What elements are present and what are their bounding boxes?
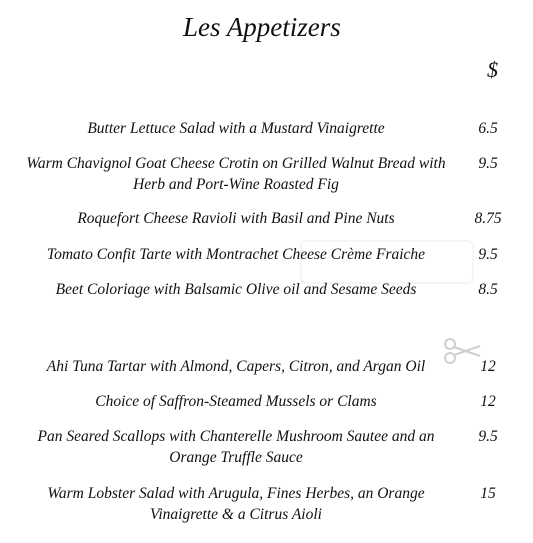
item-price: 8.75 [474, 210, 502, 227]
item-name [15, 426, 457, 468]
item-price: 9.5 [478, 428, 498, 445]
item-price: 12 [480, 358, 496, 375]
item-price: 8.5 [478, 281, 498, 298]
item-name: Tomato Confit Tarte with Montrachet Cheese Crème Fraiche [46, 246, 426, 263]
item-name-line: Pan Seared Scallops with Chanterelle Mushroom Sautee and an Orange Truffle Sauce [37, 428, 435, 466]
item-name-line: Warm Chavignol Goat Cheese Crotin on Grilled Walnut Bread with Herb and Port-Wine Roasted Fig [26, 155, 446, 193]
item-name: Choice of Saffron-Steamed Mussels or Clams [95, 393, 377, 410]
item-name-line: Warm Lobster Salad with Arugula, Fines Herbes, an Orange Vinaigrette & a Citrus Aioli [47, 485, 425, 523]
item-price: 12 [480, 393, 496, 410]
currency-header: $ [487, 57, 498, 82]
item-name: Butter Lettuce Salad with a Mustard Vinaigrette [87, 120, 385, 137]
item-price: 6.5 [478, 120, 498, 137]
item-name: Roquefort Cheese Ravioli with Basil and Pine Nuts [77, 210, 395, 227]
item-price: 15 [480, 485, 496, 502]
item-name [15, 483, 457, 525]
item-name [15, 153, 457, 195]
item-price: 9.5 [478, 246, 498, 263]
item-price: 9.5 [478, 155, 498, 172]
item-name: Ahi Tuna Tartar with Almond, Capers, Citron, and Argan Oil [46, 358, 426, 375]
item-name: Beet Coloriage with Balsamic Olive oil and Sesame Seeds [55, 281, 417, 298]
menu-title: Les Appetizers [183, 12, 341, 42]
